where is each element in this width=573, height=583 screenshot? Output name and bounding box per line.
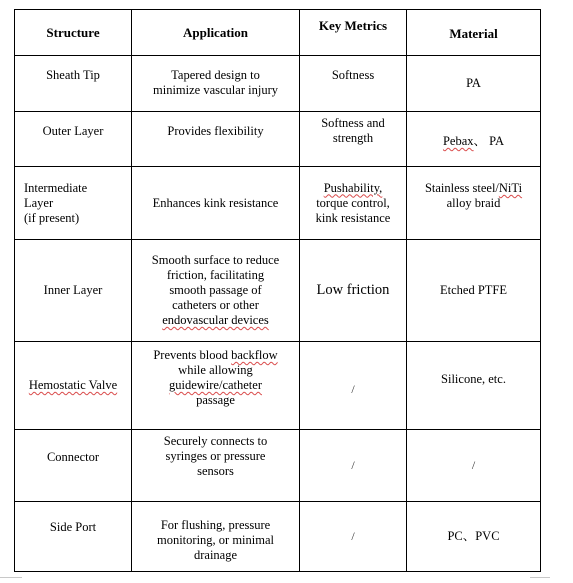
table-header-row — [15, 10, 541, 56]
table-row — [15, 342, 541, 430]
header-application: Application — [132, 10, 300, 56]
cell-metrics: / — [300, 502, 407, 572]
header-structure: Structure — [15, 10, 132, 56]
cell-structure — [15, 342, 132, 430]
material-pebax: Pebax — [442, 134, 474, 148]
table-row — [15, 502, 541, 572]
cell-material — [407, 167, 541, 240]
application-guidewire: guidewire/catheter — [168, 378, 262, 392]
cell-metrics — [300, 167, 407, 240]
application-passage: passage — [196, 393, 235, 407]
table-row — [15, 112, 541, 167]
table-row — [15, 167, 541, 240]
material-braid: alloy braid — [446, 196, 501, 210]
cell-metrics: Softness — [300, 56, 407, 112]
structure-hemostatic-valve: Hemostatic Valve — [28, 378, 118, 392]
material-niti: NiTi — [498, 181, 523, 195]
cell-material: PA — [407, 56, 541, 112]
cell-metrics: Low friction — [300, 240, 407, 342]
application-while: while allowing — [178, 363, 253, 377]
cell-metrics: / — [300, 342, 407, 430]
material-pa: 、 PA — [473, 134, 505, 148]
header-material: Material — [407, 10, 541, 56]
cell-application: Tapered design to minimize vascular injury — [132, 56, 300, 112]
cell-material: Etched PTFE — [407, 240, 541, 342]
cell-structure: Sheath Tip — [15, 56, 132, 112]
cell-metrics: Softness and strength — [300, 112, 407, 167]
cell-application: Enhances kink resistance — [132, 167, 300, 240]
application-text: Smooth surface to reduce friction, facilitating smooth passage of catheters or other — [151, 253, 280, 312]
page-edge-mark-right — [530, 577, 550, 578]
cell-application: Provides flexibility — [132, 112, 300, 167]
cell-application: Securely connects to syringes or pressure sensors — [132, 430, 300, 502]
cell-material — [407, 112, 541, 167]
application-backflow: backflow — [231, 348, 278, 362]
cell-structure: Connector — [15, 430, 132, 502]
table-row — [15, 430, 541, 502]
table-row — [15, 240, 541, 342]
header-key-metrics: Key Metrics — [300, 10, 407, 56]
cell-application: For flushing, pressure monitoring, or minimal drainage — [132, 502, 300, 572]
application-endovascular: endovascular devices — [162, 313, 269, 327]
cell-application — [132, 240, 300, 342]
application-prevents: Prevents blood — [153, 348, 232, 362]
page-edge-mark-left — [0, 577, 22, 578]
cell-structure: Inner Layer — [15, 240, 132, 342]
material-steel: Stainless steel/ — [424, 181, 499, 195]
cell-material: Silicone, etc. — [407, 342, 541, 430]
table-row — [15, 56, 541, 112]
cell-application — [132, 342, 300, 430]
metric-rest: torque control, kink resistance — [315, 195, 391, 225]
structure-spec-table — [14, 9, 541, 572]
cell-structure: Intermediate Layer (if present) — [15, 167, 132, 240]
cell-material: / — [407, 430, 541, 502]
metric-pushability: Pushability, — [323, 180, 383, 195]
cell-metrics: / — [300, 430, 407, 502]
cell-structure: Outer Layer — [15, 112, 132, 167]
cell-material: PC、PVC — [407, 502, 541, 572]
cell-structure: Side Port — [15, 502, 132, 572]
